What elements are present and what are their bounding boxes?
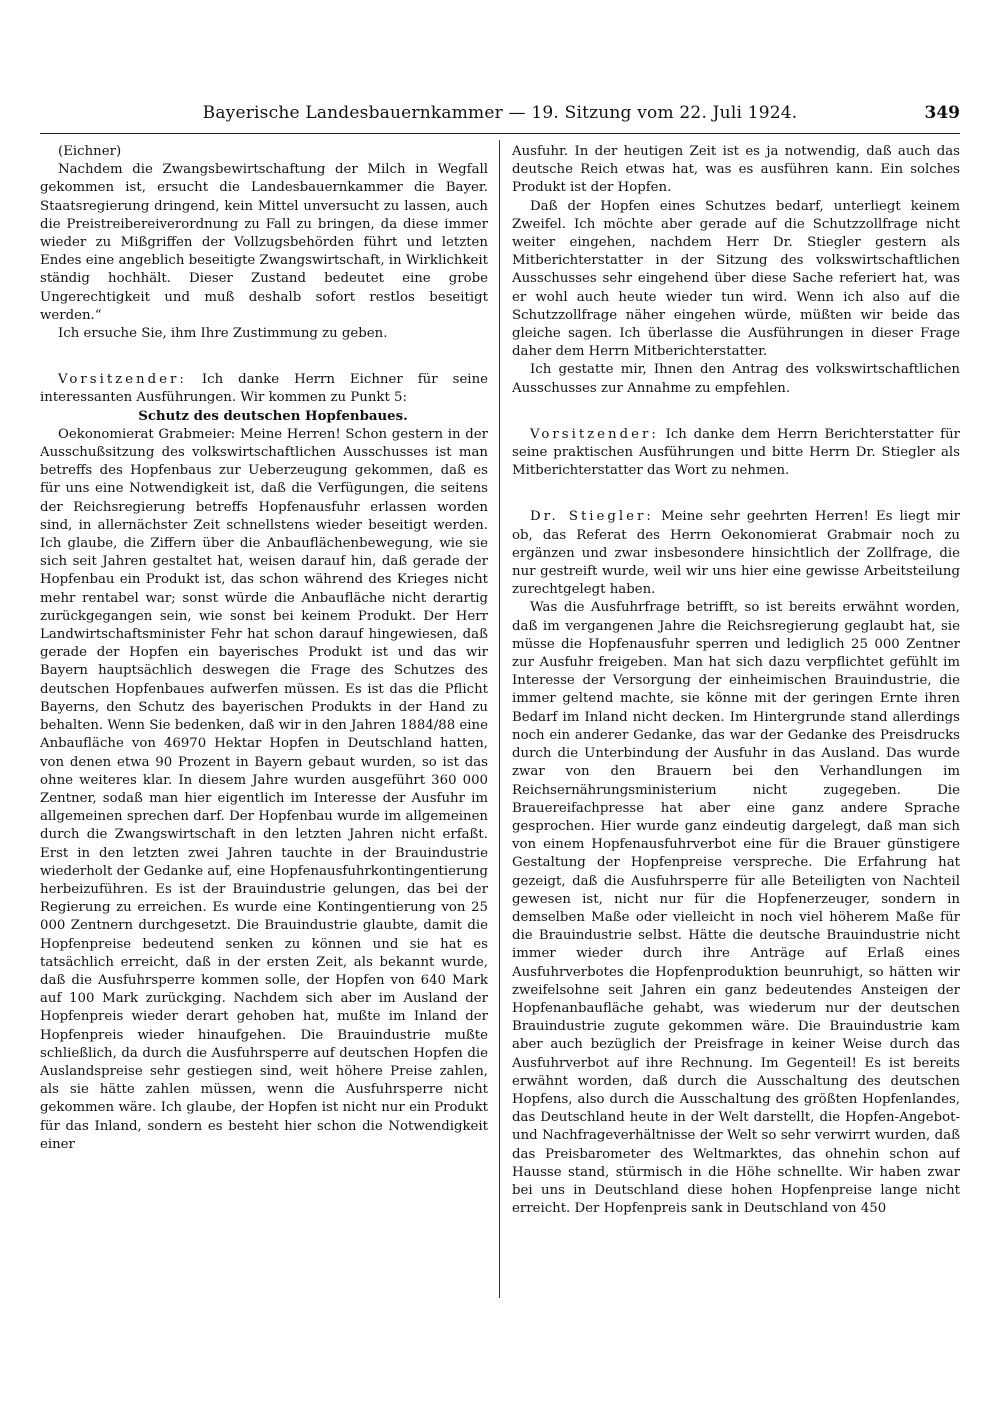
section-heading: Schutz des deutschen Hopfenbaues. <box>138 408 408 424</box>
chair-text-2: Ich danke dem Herrn Berichterstatter für seine praktischen Ausführungen und bitte Herrn Dr. Stiegler als Mitberichterstatter das Wort zu nehmen. <box>512 426 960 479</box>
chair-paragraph <box>40 371 488 407</box>
stiegler-paragraph <box>512 508 960 599</box>
stiegler-speaker: Dr. Stiegler: <box>530 509 654 525</box>
ausfuhr-paragraph: Was die Ausfuhrfrage betrifft, so ist bereits erwähnt worden, daß im vergangenen Jahre die Reichsregierung geglaubt hat, sie müsse die Hopfenausfuhr sperren und lediglich 25 000 Zentner zur Ausfuhr freigeben. Man hat sich dazu verpflichtet gefühlt im Interesse der Versorgung der einheimischen Brauindustrie, die immer geltend machte, sie könne mit der geringen Ernte ihren Bedarf im Inland nicht decken. Im Hintergrunde stand allerdings noch ein anderer Gedanke, das war der Gedanke des Preisdrucks durch die Unterbindung der Ausfuhr in das Ausland. Das wurde zwar von den Brauern bei den Verhandlungen im Reichsernährungsministerium nicht zugegeben. Die Brauereifachpresse hat aber eine ganz andere Sprache gesprochen. Hier wurde ganz eindeutig dargelegt, daß man sich von einem Hopfenausfuhrverbot eine für die Brauer günstigere Gestaltung der Hopfenpreise verspreche. Die Erfahrung hat gezeigt, daß die Ausfuhrsperre für alle Beteiligten von Nachteil gewesen ist, nicht nur für die Hopfenerzeuger, sondern in demselben Maße oder vielleicht in noch viel höherem Maße für die Brauindustrie selbst. Hätte die deutsche Brauindustrie nicht immer wieder durch ihre Anträge auf Erlaß eines Ausfuhrverbotes die Hopfenproduktion beunruhigt, so hätten wir zweifelsohne seit Jahren ein ganz bedeutendes Ansteigen der Hopfenanbaufläche gehabt, was wiederum nur der deutschen Brauindustrie zugute gekommen wäre. Die Brauindustrie kam aber auch bezüglich der Preisfrage in keiner Weise durch das Ausfuhrverbot auf ihre Rechnung. Im Gegenteil! Es ist bereits erwähnt worden, daß durch die Ausschaltung des deutschen Hopfens, also durch die Ausschaltung des größten Hopfenlandes, das Deutschland heute in der Welt darstellt, die Hopfen-Angebot- und Nachfrageverhältnisse der Welt so sehr verwirrt wurden, daß das Preisbarometer des Weltmarktes, das ohnehin schon auf Hausse stand, stürmisch in die Höhe schnellte. Wir haben zwar bei uns in Deutschland diese hohen Hopfenpreise lange nicht erreicht. Der Hopfenpreis sank in Deutschland von 450 <box>512 600 960 1217</box>
chair-paragraph-2 <box>512 426 960 481</box>
chair-speaker-2: Vorsitzender: <box>530 426 659 442</box>
continuation-paragraph: Ausfuhr. In der heutigen Zeit ist es ja notwendig, daß auch das deutsche Reich etwas hat, was es ausführen kann. Ein solches Produkt ist der Hopfen. <box>512 144 960 196</box>
left-column <box>40 143 488 1323</box>
grabmeier-text: Meine Herren! Schon gestern in der Ausschußsitzung des volkswirtschaftlichen Ausschusses ist man betreffs des Hopfenbaus zur Ueberzeugung gekommen, daß es für uns eine Notwendigkeit ist, daß die Verfügungen, die seitens der Reichsregierung betreffs Hopfenausfuhr erlassen worden sind, in allernächster Zeit schnellstens wieder beseitigt werden. Ich glaube, die Ziffern über die Anbauflächenbewegung, wie sie sich seit Jahren gestaltet hat, weisen darauf hin, daß gerade der Hopfenbau ein Produkt ist, das schon während des Krieges nicht mehr rentabel war; sonst würde die Anbaufläche nicht derartig zurückgegangen sein, wie sonst bei keinem Produkt. Der Herr Landwirtschaftsminister Fehr hat schon darauf hingewiesen, daß gerade der Hopfen ein bayerisches Produkt ist und das wir Bayern hauptsächlich deswegen die Frage des Schutzes des deutschen Hopfenbaues aufwerfen müssen. Es ist das die Pflicht Bayerns, den Schutz des bayerischen Produkts in der Hand zu behalten. Wenn Sie bedenken, daß wir in den Jahren 1884/88 eine Anbaufläche von 46970 Hektar Hopfen in Deutschland hatten, von denen etwa 90 Prozent in Bayern gebaut wurden, so ist das ohne weiteres klar. In diesem Jahre wurden ausgeführt 360 000 Zentner, sodaß man hier eigentlich im Interesse der Ausfuhr im allgemeinen sprechen darf. Der Hopfenbau wurde im allgemeinen durch die Zwangswirtschaft in den letzten Jahren nicht erfaßt. Erst in den letzten zwei Jahren tauchte in der Brauindustrie wiederholt der Gedanke auf, eine Hopfenausfuhrkontingentierung herbeizuführen. Es ist der Brauindustrie gelungen, das bei der Regierung zu erreichen. Es wurde eine Kontingentierung von 25 000 Zentnern durchgesetzt. Die Brauindustrie glaubte, damit die Hopfenpreise bedeutend senken zu können und sie hat es tatsächlich erreicht, daß in der ersten Zeit, als bekannt wurde, daß die Ausfuhrsperre kommen solle, der Hopfen von 640 Mark auf 100 Mark zurückging. Nachdem sich aber im Ausland der Hopfenpreis wieder derart gehoben hat, mußte im Inland der Hopfenpreis wieder hinaufgehen. Die Brauindustrie mußte schließlich, da durch die Ausfuhrsperre auf deutschen Hopfen die Auslandspreise sehr gestiegen sind, weit höhere Preise zahlen, als sie hätte zahlen müssen, wenn die Ausfuhrsperre nicht gekommen wäre. Ich glaube, der Hopfen ist nicht nur ein Produkt für das Inland, sondern es besteht hier schon die Notwendigkeit einer <box>40 426 488 1152</box>
header-rule <box>40 133 960 134</box>
speaker-label: (Eichner) <box>58 144 122 159</box>
header-title: Bayerische Landesbauernkammer — 19. Sitzung vom 22. Juli 1924. <box>202 103 798 123</box>
column-divider <box>499 140 500 1298</box>
quoted-resolution: Nachdem die Zwangsbewirtschaftung der Milch in Wegfall gekommen ist, ersucht die Landesbauernkammer die Bayer. Staatsregierung dringend, kein Mittel unversucht zu lassen, auch die Preistreibereiverordnung zu Fall zu bringen, da diese immer wieder zu Mißgriffen der Vollzugsbehörden führt und letzten Endes eine angeblich beseitigte Zwangswirtschaft, in Wirklichkeit ständig hochhält. Dieser Zustand bedeutet eine grobe Ungerechtigkeit und muß deshalb sofort restlos beseitigt werden.“ <box>40 162 488 323</box>
stiegler-text: Meine sehr geehrten Herren! Es liegt mir ob, das Referat des Herrn Oekonomierat Grabmair noch zu ergänzen und zwar insbesondere hinsichtlich der Zollfrage, die nur gestreift wurde, weil wir uns hier eine gewisse Arbeitsteilung zurechtgelegt haben. <box>512 509 960 598</box>
right-column <box>512 143 960 1323</box>
chair-text: Ich danke Herrn Eichner für seine interessanten Ausführungen. Wir kommen zu Punkt 5: <box>40 372 488 406</box>
schutzzoll-paragraph: Daß der Hopfen eines Schutzes bedarf, unterliegt keinem Zweifel. Ich möchte aber gerade auf die Schutzzollfrage nicht weiter eingehen, nachdem Herr Dr. Stiegler gestern als Mitberichterstatter in der Sitzung des volkswirtschaftlichen Ausschusses sehr eingehend über diese Sache referiert hat, was er wohl auch heute wieder tun wird. Wenn ich also auf die Schutzzollfrage näher eingehen würde, müßten wir beide das gleiche sagen. Ich überlasse die Ausführungen in dieser Frage daher dem Herrn Mitberichterstatter. <box>512 198 960 360</box>
grabmeier-speaker: Oekonomierat Grabmeier: <box>58 426 236 442</box>
grabmeier-paragraph <box>40 426 488 1154</box>
antrag-paragraph: Ich gestatte mir, Ihnen den Antrag des volkswirtschaftlichen Ausschusses zur Annahme zu empfehlen. <box>512 362 960 396</box>
request-paragraph: Ich ersuche Sie, ihm Ihre Zustimmung zu geben. <box>58 326 388 342</box>
chair-speaker: Vorsitzender: <box>58 372 187 388</box>
running-header <box>40 103 960 127</box>
page-number: 349 <box>924 103 960 123</box>
